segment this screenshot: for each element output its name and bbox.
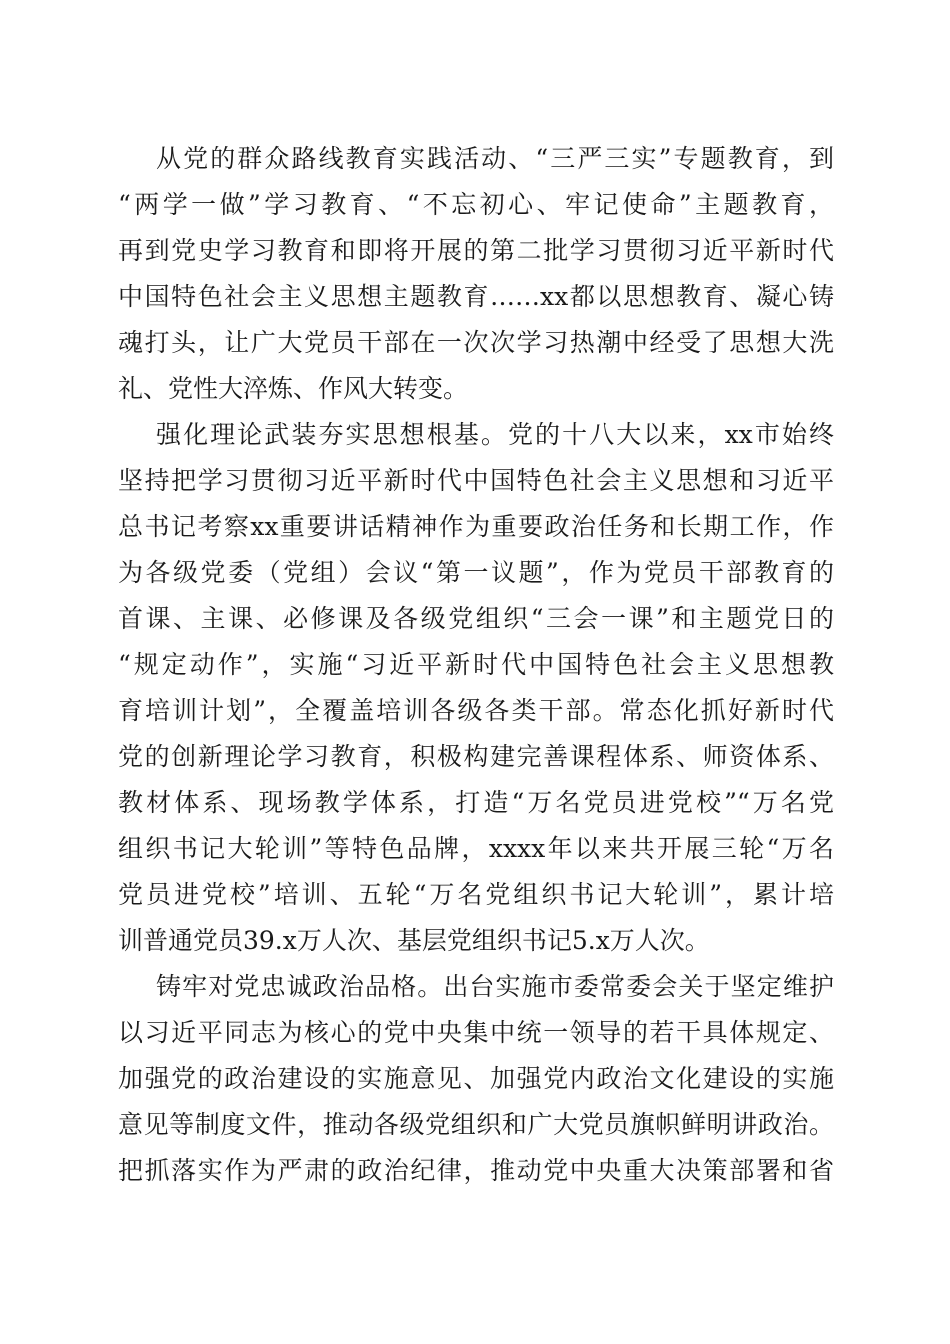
paragraph-line: 训普通党员39.x万人次、基层党组织书记5.x万人次。: [118, 926, 710, 955]
paragraph-line: “规定动作”，实施“习近平新时代中国特色社会主义思想教: [118, 650, 834, 679]
paragraph-line: 党的创新理论学习教育，积极构建完善课程体系、师资体系、: [118, 742, 834, 771]
paragraph-line: 再到党史学习教育和即将开展的第二批学习贯彻习近平新时代: [118, 236, 834, 265]
paragraph-line: 加强党的政治建设的实施意见、加强党内政治文化建设的实施: [118, 1064, 834, 1093]
paragraph-line: 强化理论武装夯实思想根基。党的十八大以来，xx市始终: [156, 420, 834, 449]
paragraph-line: 坚持把学习贯彻习近平新时代中国特色社会主义思想和习近平: [118, 466, 834, 495]
paragraph-line: 中国特色社会主义思想主题教育……xx都以思想教育、凝心铸: [118, 282, 834, 311]
paragraph-line: 育培训计划”，全覆盖培训各级各类干部。常态化抓好新时代: [118, 696, 834, 725]
paragraph-line: 党员进党校”培训、五轮“万名党组织书记大轮训”，累计培: [118, 880, 834, 909]
paragraph-intro: [118, 136, 834, 412]
paragraph-line: 教材体系、现场教学体系，打造“万名党员进党校”“万名党: [118, 788, 834, 817]
paragraph-line: 首课、主课、必修课及各级党组织“三会一课”和主题党日的: [118, 604, 834, 633]
paragraph-line: 以习近平同志为核心的党中央集中统一领导的若干具体规定、: [118, 1018, 834, 1047]
document-body: [118, 136, 834, 1194]
paragraph-line: 礼、党性大淬炼、作风大转变。: [118, 374, 469, 403]
paragraph-line: 总书记考察xx重要讲话精神作为重要政治任务和长期工作，作: [118, 512, 834, 541]
paragraph-line: 从党的群众路线教育实践活动、“三严三实”专题教育，到: [156, 144, 834, 173]
paragraph-line: 把抓落实作为严肃的政治纪律，推动党中央重大决策部署和省: [118, 1156, 834, 1185]
paragraph-line: “两学一做”学习教育、“不忘初心、牢记使命”主题教育，: [118, 190, 834, 219]
paragraph-line: 意见等制度文件，推动各级党组织和广大党员旗帜鲜明讲政治。: [118, 1110, 834, 1139]
paragraph-line: 为各级党委（党组）会议“第一议题”，作为党员干部教育的: [118, 558, 834, 587]
paragraph-theory: [118, 412, 834, 964]
paragraph-loyalty: [118, 964, 834, 1194]
paragraph-line: 组织书记大轮训”等特色品牌，xxxx年以来共开展三轮“万名: [118, 834, 834, 863]
paragraph-line: 魂打头，让广大党员干部在一次次学习热潮中经受了思想大洗: [118, 328, 834, 357]
paragraph-line: 铸牢对党忠诚政治品格。出台实施市委常委会关于坚定维护: [156, 972, 834, 1001]
